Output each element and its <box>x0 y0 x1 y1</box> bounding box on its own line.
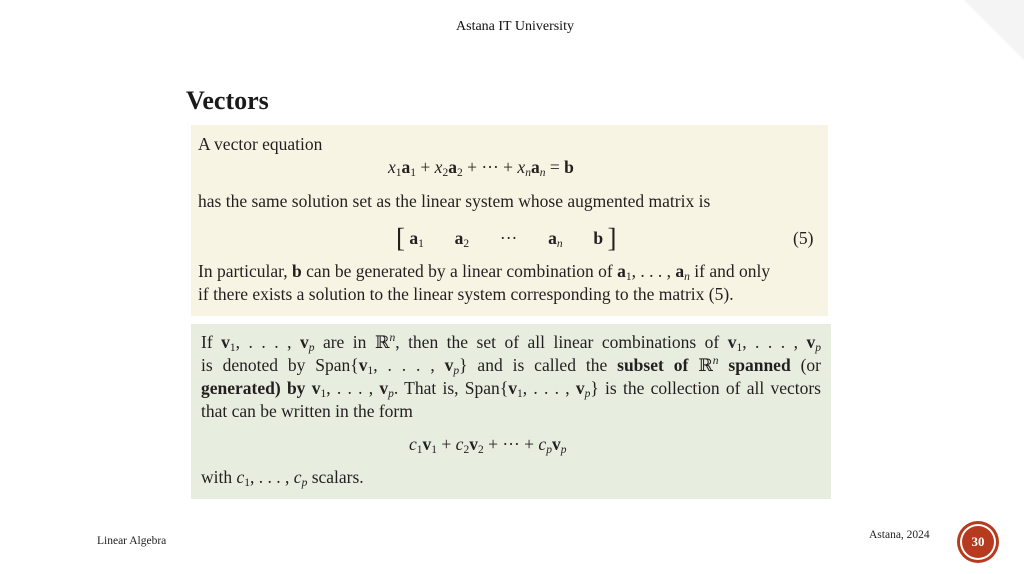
definition-box-vector-equation <box>191 125 828 316</box>
particular-sentence-line2: if there exists a solution to the linear system corresponding to the matrix (5). <box>198 284 734 304</box>
footer-course: Linear Algebra <box>97 535 167 547</box>
augmented-matrix: [ $a_1$ $a_2$ ··· $a_n$ b ] <box>396 223 617 253</box>
vector-equation: $x_1a_1 + x_2a_2$ + ··· + $x_na_n = b$ <box>388 157 574 179</box>
slide-title: Vectors <box>186 86 269 115</box>
particular-sentence-line1: In particular, b can be generated by a linear combination of $a_1$, . . . , $a_n$ if and only <box>198 261 771 283</box>
equation-number: (5) <box>793 228 814 248</box>
definition-box-span <box>191 324 831 499</box>
span-line4: that can be written in the form <box>201 401 413 421</box>
page-number-badge: 30 <box>960 524 996 560</box>
intro-text: A vector equation <box>198 134 323 154</box>
span-combination-equation: $c_1v_1 + c_2v_2$ + ··· + $c_pv_p$ <box>409 434 567 456</box>
span-line1: If $v_1$, . . . , $v_p$ are in ℝ$^n$, then the set of all linear combinations of $v_1$, . . . , $v_p$ <box>201 332 821 354</box>
header-institution: Astana IT University <box>456 19 574 34</box>
augmented-matrix-sentence: has the same solution set as the linear system whose augmented matrix is <box>198 191 711 211</box>
footer-place-date: Astana, 2024 <box>869 529 930 541</box>
span-line2: is denoted by $Span\{v_1$, . . . , $v_p$} and is called the subset of ℝ$^n$ spanned (or <box>201 355 821 377</box>
span-line5: with $c_1$, . . . , $c_p$ scalars. <box>201 467 364 489</box>
span-line3: generated) by $v_1$, . . . , $v_p$. That is, $Span\{v_1$, . . . , $v_p$} is the collection of all vectors <box>201 378 821 400</box>
